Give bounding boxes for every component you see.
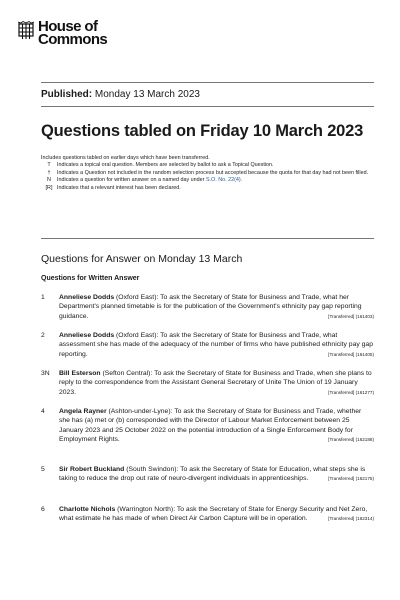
legend-text: Indicates a question for written answer on a named day under [57,177,205,184]
member-name: Bill Esterson [59,370,101,377]
subsection-title: Questions for Written Answer [41,275,140,282]
intro-note: Includes questions tabled on earlier days which have been transferred. [41,155,210,161]
question-reference: [Transferred] (162314) [328,516,374,522]
member-name: Anneliese Dodds [59,332,115,339]
legend-item [41,177,371,184]
question-text: To ask the Secretary of State for Business and Trade, what assessment she has made of the adequacy of the number of firms who have published ethnicity pay gap reporting. [59,332,373,358]
question-number: 1 [41,294,45,301]
constituency: (Ashton-under-Lyne): [108,408,173,415]
question-number: 2 [41,332,45,339]
question-text: To ask the Secretary of State for Business and Trade, what her Department's planned timetable is for the publication of the Government's ethnicity pay gap reporting guidance. [59,294,362,320]
member-name: Anneliese Dodds [59,294,115,301]
question-item [41,465,374,484]
page-title: Questions tabled on Friday 10 March 2023 [41,122,364,140]
question-reference: [Transferred] (161405) [328,351,374,357]
question-number: 3N [41,370,50,377]
section-divider [41,238,374,239]
question-item [41,505,374,524]
portcullis-icon [18,21,34,41]
question-item [41,331,374,359]
legend-symbol: T [47,162,51,169]
question-text: To ask the Secretary of State for Education, what steps she is taking to reduce the drop out rate of neuro-divergent individuals in apprenticeships. [59,466,366,483]
legend-text-with-link [57,177,371,184]
published-label: Published: [41,89,93,100]
legend-symbol: † [47,169,51,176]
legend-text: Indicates that a relevant interest has been declared. [57,184,181,191]
question-text: To ask the Secretary of State for Business and Trade, whether she has (a) met or (b) corresponded with the Director of Labour Market Enforcement between 25 January 2023 and 25 October 2022 on the potential introduction of a Single Enforcement Body for Employment Rights. [59,408,362,443]
logo-line-2: Commons [38,31,108,48]
member-name: Sir Robert Buckland [59,466,125,473]
published-line [41,89,200,101]
question-reference: [Transferred] (162188) [328,436,374,442]
question-number: 6 [41,506,45,513]
legend-symbol: [R] [45,184,53,191]
question-item [41,293,374,321]
question-text: To ask the Secretary of State for Business and Trade, when she plans to reply to the correspondence from the Assistant General Secretary of Unite The Union of 19 January 2023. [59,370,372,396]
legend-item [41,185,371,192]
house-of-commons-logo [18,20,107,46]
intro-block [41,155,371,192]
constituency: (Oxford East): [116,332,159,339]
question-reference: [Transferred] (162175) [328,476,374,482]
published-date: Monday 13 March 2023 [94,89,200,100]
legend-symbol: N [47,177,51,184]
logo-line-1: House of [38,18,98,35]
top-divider [41,82,374,83]
question-text: To ask the Secretary of State for Energy Security and Net Zero, what estimate he has made of when Direct Air Carbon Capture will be in operation. [59,506,368,523]
constituency: (Warrington North): [117,506,176,513]
legend-text: Indicates a topical oral question. Members are selected by ballot to ask a Topical Question. [57,162,274,169]
question-number: 5 [41,466,45,473]
constituency: (Sefton Central): [102,370,153,377]
legend-item [41,170,371,177]
question-reference: [Transferred] (161277) [328,389,374,395]
legend-text: Indicates a Question not included in the random selection process but accepted because the quota for that day had not been filled. [57,169,369,176]
standing-order-link[interactable]: S.O. No. 22(4). [205,177,243,184]
member-name: Angela Rayner [59,408,107,415]
constituency: (Oxford East): [116,294,159,301]
question-item [41,407,374,444]
second-divider [41,106,374,107]
member-name: Charlotte Nichols [59,506,116,513]
question-number: 4 [41,408,45,415]
legend-item [41,162,371,169]
constituency: (South Swindon): [126,466,179,473]
question-item [41,369,374,397]
question-reference: [Transferred] (161403) [328,313,374,319]
section-title: Questions for Answer on Monday 13 March [41,253,243,265]
